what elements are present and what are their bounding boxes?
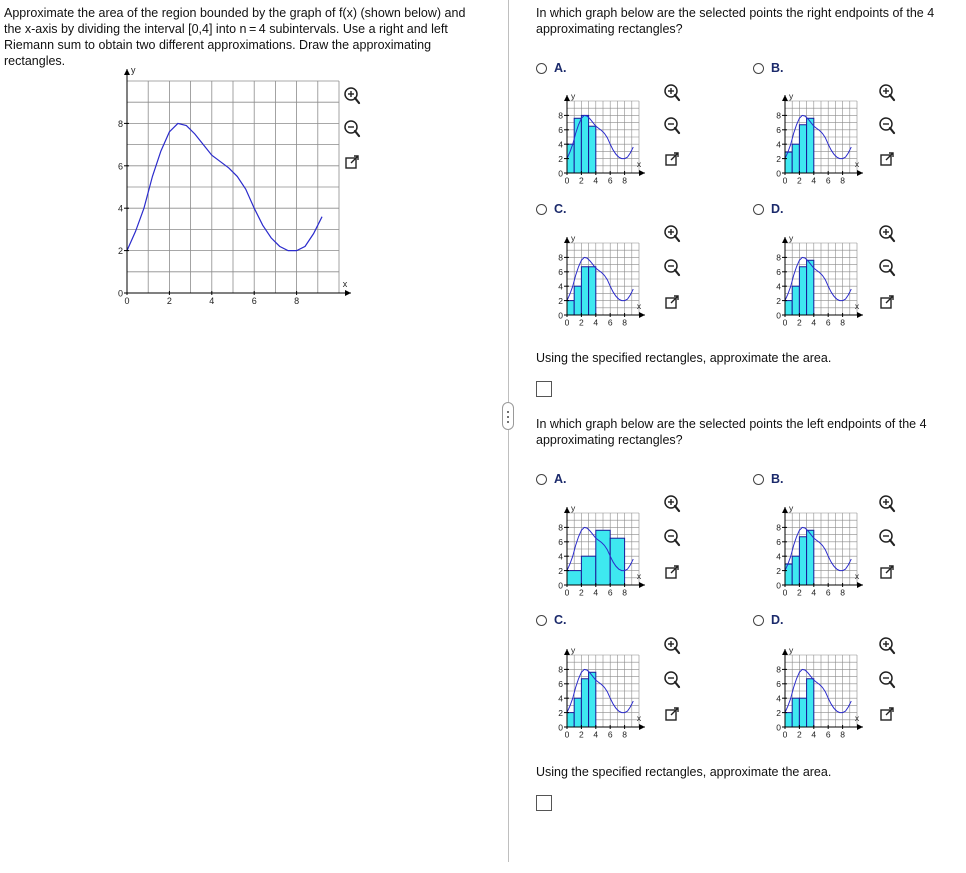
part2-c-popout-button[interactable]	[662, 704, 682, 724]
approx-rectangle	[589, 267, 596, 315]
x-tick-label: 6	[607, 175, 613, 186]
x-axis-label: x	[636, 301, 642, 311]
part2-b-zoom-in-button[interactable]	[877, 494, 897, 514]
approx-rectangle	[574, 698, 581, 727]
y-axis-label: y	[789, 645, 794, 655]
y-tick-label: 2	[776, 565, 781, 576]
radio-button[interactable]	[536, 63, 547, 74]
part2-graph-c	[550, 634, 660, 744]
main-zoom-in-button[interactable]	[342, 86, 362, 106]
part2-graph-d	[768, 634, 878, 744]
part1-c-zoom-out-button[interactable]	[662, 258, 682, 278]
part1-a-zoom-out-button[interactable]	[662, 116, 682, 136]
x-tick-label: 0	[564, 175, 570, 186]
zoom-in-icon	[877, 636, 897, 656]
zoom-in-icon	[662, 494, 682, 514]
approx-rectangle	[799, 537, 806, 585]
zoom-out-icon	[662, 670, 682, 690]
x-tick-label: 0	[564, 587, 570, 598]
x-axis-label: x	[636, 159, 642, 169]
part2-option-c[interactable]	[536, 613, 567, 627]
part1-graph-c	[550, 222, 660, 332]
part2-a-zoom-out-button[interactable]	[662, 528, 682, 548]
x-tick-label: 0	[564, 317, 570, 328]
y-tick-label: 0	[776, 310, 781, 321]
y-tick-label: 6	[776, 537, 781, 548]
y-axis-label: y	[571, 91, 576, 101]
y-tick-label: 0	[117, 288, 123, 299]
radio-button[interactable]	[753, 615, 764, 626]
x-tick-label: 2	[797, 729, 802, 740]
popout-icon	[662, 704, 682, 724]
y-axis-label: y	[131, 65, 136, 75]
x-axis-label: x	[636, 713, 642, 723]
part1-option-a[interactable]	[536, 61, 567, 75]
y-tick-label: 2	[558, 153, 563, 164]
y-tick-label: 2	[558, 707, 563, 718]
y-tick-label: 8	[776, 110, 781, 121]
approx-rectangle	[589, 126, 596, 173]
y-tick-label: 4	[776, 693, 781, 704]
y-tick-label: 8	[558, 522, 563, 533]
x-tick-label: 6	[607, 587, 613, 598]
y-axis-label: y	[789, 91, 794, 101]
approx-rectangle	[567, 301, 574, 315]
x-tick-label: 0	[782, 729, 788, 740]
y-tick-label: 2	[776, 707, 781, 718]
y-tick-label: 2	[558, 295, 563, 306]
approx-rectangle	[581, 267, 588, 315]
zoom-in-icon	[877, 494, 897, 514]
y-tick-label: 4	[558, 551, 563, 562]
part1-option-d[interactable]	[753, 202, 784, 216]
part1-area-answer-input[interactable]	[536, 381, 552, 397]
radio-button[interactable]	[536, 204, 547, 215]
part2-c-zoom-out-button[interactable]	[662, 670, 682, 690]
divider-drag-handle[interactable]	[502, 402, 514, 430]
y-tick-label: 4	[558, 281, 563, 292]
part2-area-prompt: Using the specified rectangles, approximate the area.	[536, 765, 832, 779]
y-tick-label: 8	[558, 252, 563, 263]
approx-rectangle	[589, 672, 596, 727]
x-axis-label: x	[854, 713, 860, 723]
y-tick-label: 4	[558, 693, 563, 704]
x-tick-label: 2	[579, 587, 584, 598]
x-tick-label: 4	[209, 296, 215, 306]
part1-d-zoom-in-button[interactable]	[877, 224, 897, 244]
y-tick-label: 8	[776, 522, 781, 533]
approx-rectangle	[799, 125, 806, 173]
part1-graph-d	[768, 222, 878, 332]
part2-option-b[interactable]	[753, 472, 784, 486]
x-tick-label: 6	[825, 587, 831, 598]
approx-rectangle	[785, 301, 792, 315]
radio-button[interactable]	[753, 474, 764, 485]
x-tick-label: 6	[825, 317, 831, 328]
part2-d-zoom-in-button[interactable]	[877, 636, 897, 656]
zoom-in-icon	[342, 86, 362, 106]
y-axis-arrow	[782, 507, 788, 513]
y-axis-label: y	[571, 645, 576, 655]
approx-rectangle	[807, 118, 814, 173]
x-axis-arrow	[639, 170, 645, 176]
part1-b-zoom-out-button[interactable]	[877, 116, 897, 136]
part1-option-b[interactable]	[753, 61, 784, 75]
part1-area-prompt: Using the specified rectangles, approximate the area.	[536, 351, 832, 365]
x-tick-label: 0	[782, 175, 788, 186]
approx-rectangle	[596, 530, 610, 585]
x-axis-arrow	[639, 582, 645, 588]
part2-option-a[interactable]	[536, 472, 567, 486]
x-axis-arrow	[639, 724, 645, 730]
x-axis-arrow	[857, 312, 863, 318]
approx-rectangle	[799, 267, 806, 315]
y-axis-arrow	[782, 237, 788, 243]
zoom-out-icon	[877, 670, 897, 690]
panel-divider	[508, 0, 509, 862]
popout-icon	[877, 704, 897, 724]
x-tick-label: 4	[811, 729, 817, 740]
zoom-in-icon	[662, 224, 682, 244]
x-axis-label: x	[854, 571, 860, 581]
x-tick-label: 8	[840, 729, 845, 740]
radio-button[interactable]	[536, 615, 547, 626]
x-tick-label: 4	[593, 587, 599, 598]
zoom-in-icon	[662, 83, 682, 103]
y-tick-label: 6	[558, 679, 563, 690]
x-tick-label: 4	[811, 587, 817, 598]
x-axis-label: x	[854, 159, 860, 169]
part1-d-popout-button[interactable]	[877, 292, 897, 312]
y-axis-arrow	[782, 649, 788, 655]
y-tick-label: 0	[558, 580, 563, 591]
y-axis-arrow	[564, 237, 570, 243]
y-tick-label: 8	[117, 118, 123, 129]
x-axis-label: x	[636, 571, 642, 581]
x-tick-label: 2	[797, 175, 802, 186]
y-tick-label: 0	[558, 310, 563, 321]
y-axis-label: y	[571, 233, 576, 243]
part2-b-popout-button[interactable]	[877, 562, 897, 582]
y-tick-label: 4	[776, 281, 781, 292]
y-axis-label: y	[571, 503, 576, 513]
zoom-out-icon	[877, 116, 897, 136]
x-tick-label: 2	[579, 317, 584, 328]
x-axis-label: x	[342, 279, 348, 289]
y-tick-label: 0	[776, 580, 781, 591]
y-tick-label: 8	[776, 664, 781, 675]
y-axis-arrow	[564, 649, 570, 655]
x-tick-label: 6	[607, 317, 613, 328]
radio-button[interactable]	[536, 474, 547, 485]
x-axis-label: x	[854, 301, 860, 311]
approx-rectangle	[785, 713, 792, 727]
part1-c-popout-button[interactable]	[662, 292, 682, 312]
popout-icon	[662, 562, 682, 582]
part2-graph-a	[550, 492, 660, 602]
x-axis-arrow	[857, 170, 863, 176]
zoom-out-icon	[342, 119, 362, 139]
zoom-out-icon	[662, 258, 682, 278]
x-axis-arrow	[857, 724, 863, 730]
part2-b-zoom-out-button[interactable]	[877, 528, 897, 548]
y-tick-label: 0	[558, 168, 563, 179]
problem-statement: Approximate the area of the region bounded by the graph of f(x) (shown below) and the x-axis by dividing the interval [0,4] into n = 4 subintervals. Use a right and left Riemann sum to obtain two different approximations. Draw the approximating rectangles.	[4, 6, 466, 68]
x-tick-label: 6	[607, 729, 613, 740]
option-letter: A.	[554, 472, 567, 486]
x-tick-label: 8	[840, 317, 845, 328]
popout-icon	[877, 149, 897, 169]
popout-icon	[662, 292, 682, 312]
approx-rectangle	[807, 679, 814, 727]
y-tick-label: 6	[776, 267, 781, 278]
option-letter: C.	[554, 202, 567, 216]
approx-rectangle	[792, 698, 799, 727]
y-tick-label: 6	[558, 125, 563, 136]
option-letter: B.	[771, 472, 784, 486]
option-letter: C.	[554, 613, 567, 627]
approx-rectangle	[574, 286, 581, 315]
approx-rectangle	[792, 556, 799, 585]
x-tick-label: 2	[166, 296, 172, 306]
part1-option-c[interactable]	[536, 202, 567, 216]
part1-b-popout-button[interactable]	[877, 149, 897, 169]
y-tick-label: 0	[776, 722, 781, 733]
part2-question: In which graph below are the selected points the left endpoints of the 4 approximating rectangles?	[536, 417, 927, 447]
zoom-in-icon	[877, 224, 897, 244]
x-tick-label: 0	[124, 296, 130, 306]
x-tick-label: 8	[622, 317, 627, 328]
part2-a-popout-button[interactable]	[662, 562, 682, 582]
y-tick-label: 4	[776, 551, 781, 562]
x-tick-label: 8	[840, 175, 845, 186]
option-letter: B.	[771, 61, 784, 75]
part1-a-popout-button[interactable]	[662, 149, 682, 169]
part2-c-zoom-in-button[interactable]	[662, 636, 682, 656]
zoom-out-icon	[662, 528, 682, 548]
x-axis-arrow	[857, 582, 863, 588]
x-tick-label: 8	[622, 587, 627, 598]
part2-d-popout-button[interactable]	[877, 704, 897, 724]
popout-icon	[877, 562, 897, 582]
y-tick-label: 2	[558, 565, 563, 576]
x-tick-label: 6	[825, 729, 831, 740]
part1-b-zoom-in-button[interactable]	[877, 83, 897, 103]
radio-button[interactable]	[753, 63, 764, 74]
y-tick-label: 0	[558, 722, 563, 733]
x-tick-label: 2	[579, 175, 584, 186]
popout-icon	[662, 149, 682, 169]
zoom-out-icon	[877, 528, 897, 548]
x-tick-label: 6	[825, 175, 831, 186]
approx-rectangle	[581, 115, 588, 173]
part1-c-zoom-in-button[interactable]	[662, 224, 682, 244]
popout-icon	[342, 152, 362, 172]
part2-d-zoom-out-button[interactable]	[877, 670, 897, 690]
x-tick-label: 2	[579, 729, 584, 740]
y-tick-label: 6	[558, 537, 563, 548]
y-tick-label: 2	[117, 246, 123, 257]
x-tick-label: 4	[811, 175, 817, 186]
y-tick-label: 2	[776, 153, 781, 164]
part1-d-zoom-out-button[interactable]	[877, 258, 897, 278]
y-axis-arrow	[124, 69, 130, 75]
x-tick-label: 0	[782, 317, 788, 328]
x-tick-label: 0	[564, 729, 570, 740]
part1-question: In which graph below are the selected points the right endpoints of the 4 approximating rectangles?	[536, 6, 935, 36]
y-axis-arrow	[564, 95, 570, 101]
zoom-out-icon	[662, 116, 682, 136]
y-tick-label: 0	[776, 168, 781, 179]
y-tick-label: 4	[776, 139, 781, 150]
zoom-out-icon	[877, 258, 897, 278]
approx-rectangle	[567, 713, 574, 727]
x-tick-label: 8	[622, 175, 627, 186]
approx-rectangle	[799, 698, 806, 727]
main-zoom-out-button[interactable]	[342, 119, 362, 139]
zoom-in-icon	[662, 636, 682, 656]
y-tick-label: 6	[776, 125, 781, 136]
y-tick-label: 8	[558, 110, 563, 121]
function-graph	[110, 65, 348, 314]
y-tick-label: 2	[776, 295, 781, 306]
x-tick-label: 8	[622, 729, 627, 740]
zoom-in-icon	[877, 83, 897, 103]
radio-button[interactable]	[753, 204, 764, 215]
part2-graph-b	[768, 492, 878, 602]
x-tick-label: 4	[811, 317, 817, 328]
y-tick-label: 6	[776, 679, 781, 690]
part1-graph-b	[768, 80, 878, 190]
popout-icon	[877, 292, 897, 312]
y-tick-label: 6	[117, 161, 123, 172]
approx-rectangle	[807, 260, 814, 315]
y-tick-label: 8	[776, 252, 781, 263]
option-letter: D.	[771, 202, 784, 216]
part2-option-d[interactable]	[753, 613, 784, 627]
y-tick-label: 4	[117, 203, 123, 214]
approx-rectangle	[581, 556, 595, 585]
approx-rectangle	[807, 530, 814, 585]
part1-a-zoom-in-button[interactable]	[662, 83, 682, 103]
x-tick-label: 8	[840, 587, 845, 598]
x-axis-arrow	[639, 312, 645, 318]
x-tick-label: 2	[797, 587, 802, 598]
x-tick-label: 6	[251, 296, 257, 306]
y-tick-label: 6	[558, 267, 563, 278]
option-letter: A.	[554, 61, 567, 75]
option-letter: D.	[771, 613, 784, 627]
y-tick-label: 4	[558, 139, 563, 150]
x-axis-arrow	[345, 290, 351, 296]
y-axis-label: y	[789, 233, 794, 243]
x-tick-label: 4	[593, 317, 599, 328]
approx-rectangle	[792, 144, 799, 173]
x-tick-label: 8	[294, 296, 300, 306]
y-tick-label: 8	[558, 664, 563, 675]
approx-rectangle	[567, 571, 581, 585]
x-tick-label: 4	[593, 175, 599, 186]
x-tick-label: 2	[797, 317, 802, 328]
part1-graph-a	[550, 80, 660, 190]
part2-area-answer-input[interactable]	[536, 795, 552, 811]
grid	[127, 81, 339, 293]
x-tick-label: 4	[593, 729, 599, 740]
main-popout-button[interactable]	[342, 152, 362, 172]
x-tick-label: 0	[782, 587, 788, 598]
y-axis-label: y	[789, 503, 794, 513]
approx-rectangle	[792, 286, 799, 315]
part2-a-zoom-in-button[interactable]	[662, 494, 682, 514]
y-axis-arrow	[782, 95, 788, 101]
y-axis-arrow	[564, 507, 570, 513]
approx-rectangle	[581, 679, 588, 727]
